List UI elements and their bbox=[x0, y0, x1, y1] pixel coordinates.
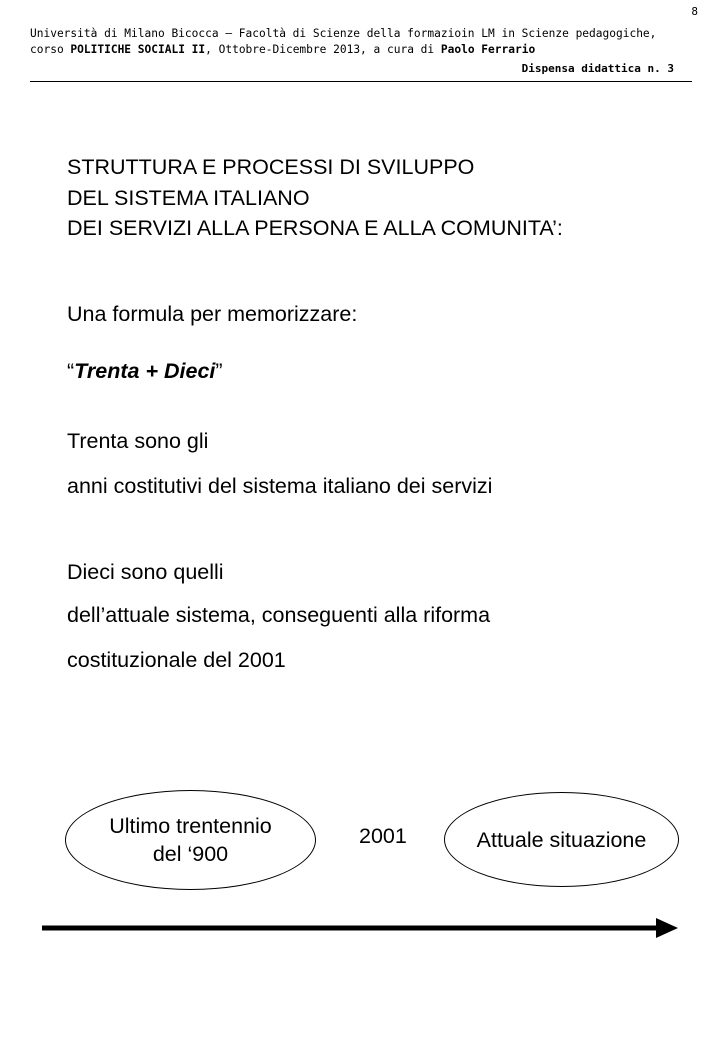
timeline-right-label: Attuale situazione bbox=[476, 827, 647, 852]
motto bbox=[67, 359, 223, 384]
motto-open-quote: “ bbox=[67, 359, 75, 383]
formula-intro: Una formula per memorizzare: bbox=[67, 302, 358, 326]
header-course: POLITICHE SOCIALI II bbox=[70, 43, 206, 56]
header-university-line: Università di Milano Bicocca – Facoltà di Scienze della formazioin LM in Scienze pedagogiche, bbox=[30, 27, 657, 40]
timeline-left-line2: del ‘900 bbox=[152, 842, 229, 866]
paragraph1-line2: anni costitutivi del sistema italiano dei servizi bbox=[67, 474, 493, 498]
paragraph2-line1: Dieci sono quelli bbox=[67, 560, 224, 584]
title-line-3: DEI SERVIZI ALLA PERSONA E ALLA COMUNITA’: bbox=[67, 216, 563, 240]
header-dispensa: Dispensa didattica n. 3 bbox=[521, 62, 674, 75]
header-author: Paolo Ferrario bbox=[440, 43, 536, 56]
title-line-1: STRUTTURA E PROCESSI DI SVILUPPO bbox=[67, 155, 475, 179]
timeline-left-ellipse bbox=[65, 790, 316, 890]
page-number: 8 bbox=[691, 5, 698, 18]
header-middle: , Ottobre-Dicembre 2013, a cura di bbox=[205, 43, 441, 56]
header-course-line bbox=[30, 43, 535, 56]
paragraph2-line3: costituzionale del 2001 bbox=[67, 648, 286, 672]
motto-text: Trenta + Dieci bbox=[74, 359, 216, 383]
timeline-arrow-icon bbox=[40, 912, 682, 946]
title-line-2: DEL SISTEMA ITALIANO bbox=[67, 186, 310, 210]
timeline-left-line1: Ultimo trentennio bbox=[109, 814, 272, 838]
header-divider bbox=[30, 81, 692, 82]
timeline-right-ellipse bbox=[444, 792, 679, 887]
header-prefix: corso bbox=[30, 43, 71, 56]
paragraph1-line1: Trenta sono gli bbox=[67, 429, 209, 453]
motto-close-quote: ” bbox=[215, 359, 223, 383]
timeline-year: 2001 bbox=[359, 824, 407, 848]
timeline-left-label bbox=[109, 812, 272, 868]
paragraph2-line2: dell’attuale sistema, conseguenti alla riforma bbox=[67, 603, 491, 627]
